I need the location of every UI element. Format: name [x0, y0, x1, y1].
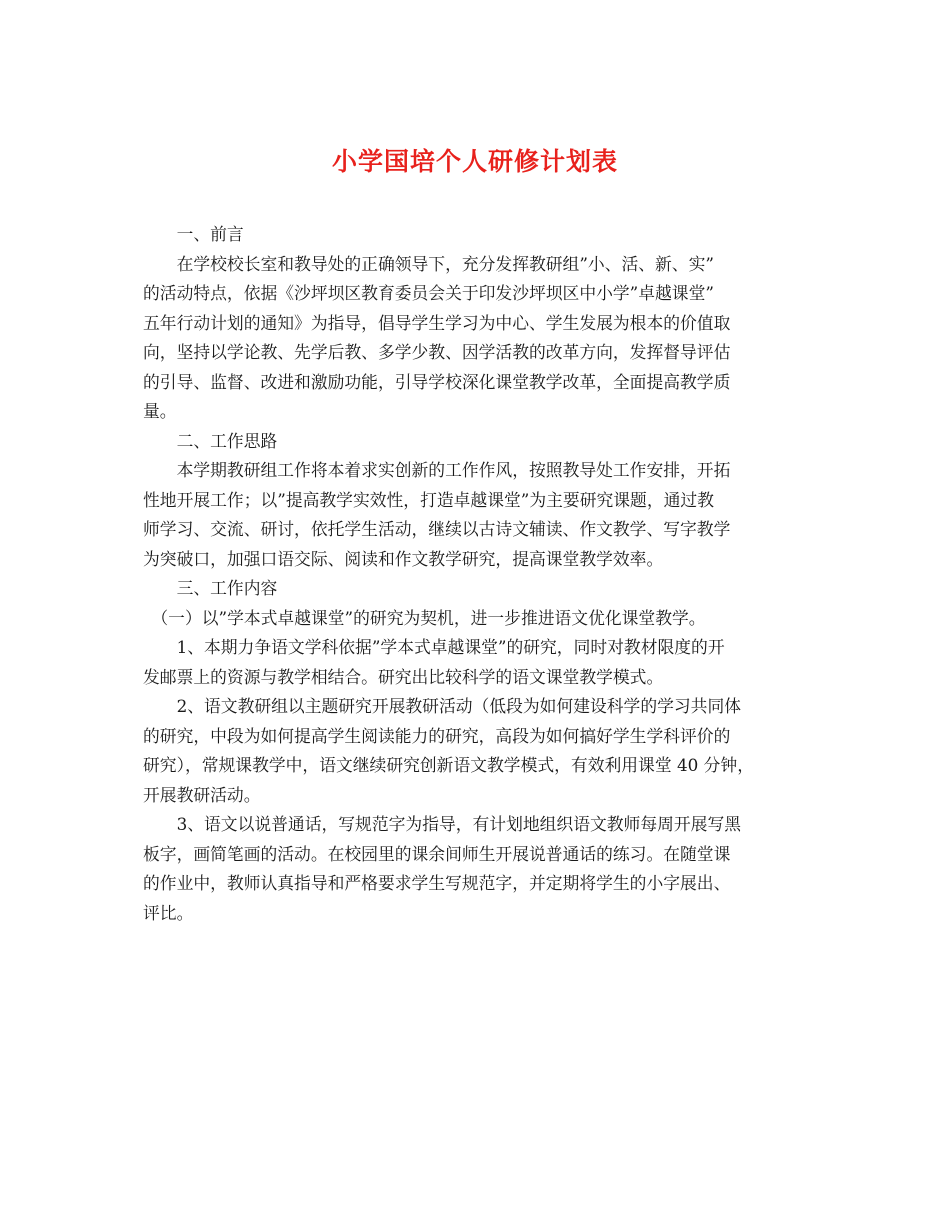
text-line: 研究），常规课教学中，语文继续研究创新语文教学模式，有效利用课堂 40 分钟，: [143, 755, 754, 775]
text-line: 的研究，中段为如何提高学生阅读能力的研究，高段为如何搞好学生学科评价的: [143, 725, 731, 746]
text-line: 向，坚持以学论教、先学后教、多学少教、因学活教的改革方向，发挥督导评估: [143, 342, 731, 362]
text-line: 板字，画简笔画的活动。在校园里的课余间师生开展说普通话的练习。在随堂课: [143, 843, 731, 864]
text-line: 量。: [143, 401, 177, 421]
text-line: 性地开展工作；以”提高教学实效性，打造卓越课堂”为主要研究课题，通过教: [143, 489, 714, 510]
text-line: 发邮票上的资源与教学相结合。研究出比较科学的语文课堂教学模式。: [143, 666, 664, 687]
text-line: 五年行动计划的通知》为指导，倡导学生学习为中心、学生发展为根本的价值取: [143, 312, 731, 333]
subsection-heading: （一）以”学本式卓越课堂”的研究为契机，进一步推进语文优化课堂教学。: [143, 607, 706, 628]
text-line: 在学校校长室和教导处的正确领导下，充分发挥教研组”小、活、新、实”: [143, 253, 714, 274]
section-heading-preface: 一、前言: [143, 224, 244, 244]
text-line: 的引导、监督、改进和激励功能，引导学校深化课堂教学改革，全面提高教学质: [143, 371, 731, 392]
section-heading-content: 三、工作内容: [143, 578, 278, 598]
text-line: 师学习、交流、研讨，依托学生活动，继续以古诗文辅读、作文教学、写字教学: [143, 519, 731, 539]
document-body: [143, 220, 808, 928]
page-title: 小学国培个人研修计划表: [331, 147, 618, 176]
text-line: 1、本期力争语文学科依据”学本式卓越课堂”的研究，同时对教材限度的开: [143, 637, 725, 657]
text-line: 2、语文教研组以主题研究开展教研活动（低段为如何建设科学的学习共同体: [143, 696, 742, 716]
text-line: 的活动特点，依据《沙坪坝区教育委员会关于印发沙坪坝区中小学”卓越课堂”: [143, 283, 714, 303]
section-heading-approach: 二、工作思路: [143, 430, 278, 451]
text-line: 开展教研活动。: [143, 784, 261, 805]
text-line: 本学期教研组工作将本着求实创新的工作作风，按照教导处工作安排，开拓: [143, 460, 731, 480]
text-line: 的作业中，教师认真指导和严格要求学生写规范字，并定期将学生的小字展出、: [143, 873, 731, 893]
text-line: 为突破口，加强口语交际、阅读和作文教学研究，提高课堂教学效率。: [143, 548, 664, 569]
text-line: 3、语文以说普通话，写规范字为指导，有计划地组织语文教师每周开展写黑: [143, 814, 742, 834]
text-line: 评比。: [143, 902, 194, 923]
